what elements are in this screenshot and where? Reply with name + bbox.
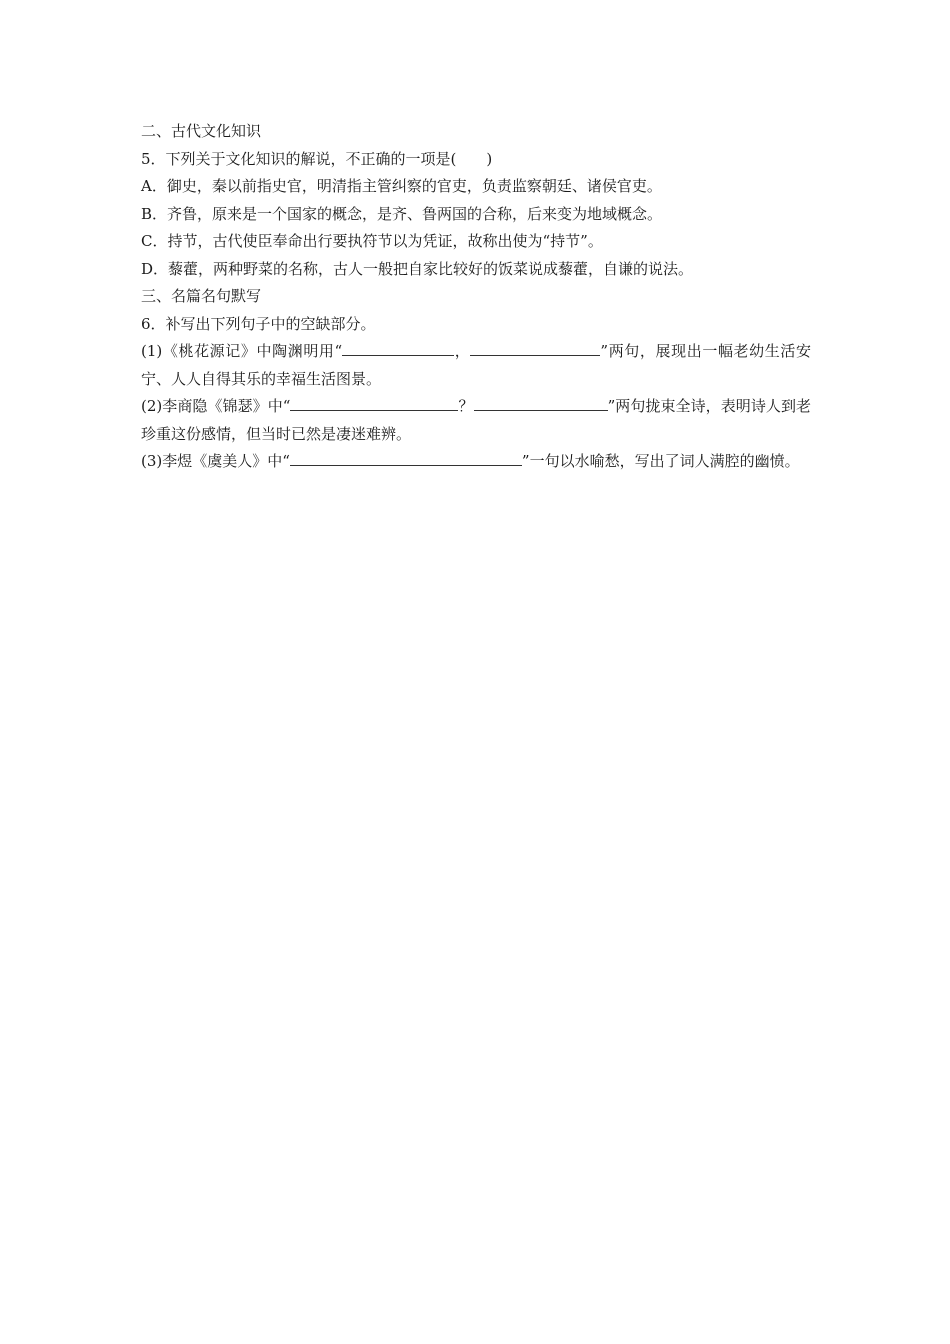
question-6-item-2 [141,393,811,448]
question-5-option-c: C．持节，古代使臣奉命出行要执符节以为凭证，故称出使为“持节”。 [141,232,603,250]
fill-blank-1a[interactable] [342,341,454,356]
item-3-suffix: ”一句以水喻愁，写出了词人满腔的幽愤。 [521,452,800,470]
question-6-stem: 6．补写出下列句子中的空缺部分。 [141,314,376,333]
question-6-item-3 [141,448,811,476]
item-2-suffix: ”两句拢束全诗，表明诗人到老珍重这份感情，但当时已然是凄迷难辨。 [141,397,812,443]
question-5-option-b: B．齐鲁，原来是一个国家的概念，是齐、鲁两国的合称，后来变为地域概念。 [141,204,663,223]
item-1-separator: ， [454,342,471,360]
question-5-stem: 5．下列关于文化知识的解说，不正确的一项是( ) [141,149,493,168]
item-2-separator: ？ [458,397,474,415]
fill-blank-2a[interactable] [290,396,458,411]
question-5-option-d: D．藜藿，两种野菜的名称，古人一般把自家比较好的饭菜说成藜藿，自谦的说法。 [141,259,694,278]
section-heading-recitation: 三、名篇名句默写 [141,287,262,305]
fill-blank-2b[interactable] [474,396,608,411]
item-1-prefix: (1)《桃花源记》中陶渊明用“ [141,342,343,360]
item-2-prefix: (2)李商隐《锦瑟》中“ [141,397,291,415]
fill-blank-1b[interactable] [470,341,600,356]
item-3-prefix: (3)李煜《虞美人》中“ [141,452,290,470]
item-1-suffix: ”两句，展现出一幅老幼生活安宁、人人自得其乐的幸福生活图景。 [141,342,811,388]
question-6-item-1 [141,338,811,393]
section-heading-culture: 二、古代文化知识 [141,122,262,140]
worksheet-page [141,118,811,476]
fill-blank-3[interactable] [290,451,522,466]
question-5-option-a: A．御史，秦以前指史官，明清指主管纠察的官吏，负责监察朝廷、诸侯官吏。 [141,177,662,195]
